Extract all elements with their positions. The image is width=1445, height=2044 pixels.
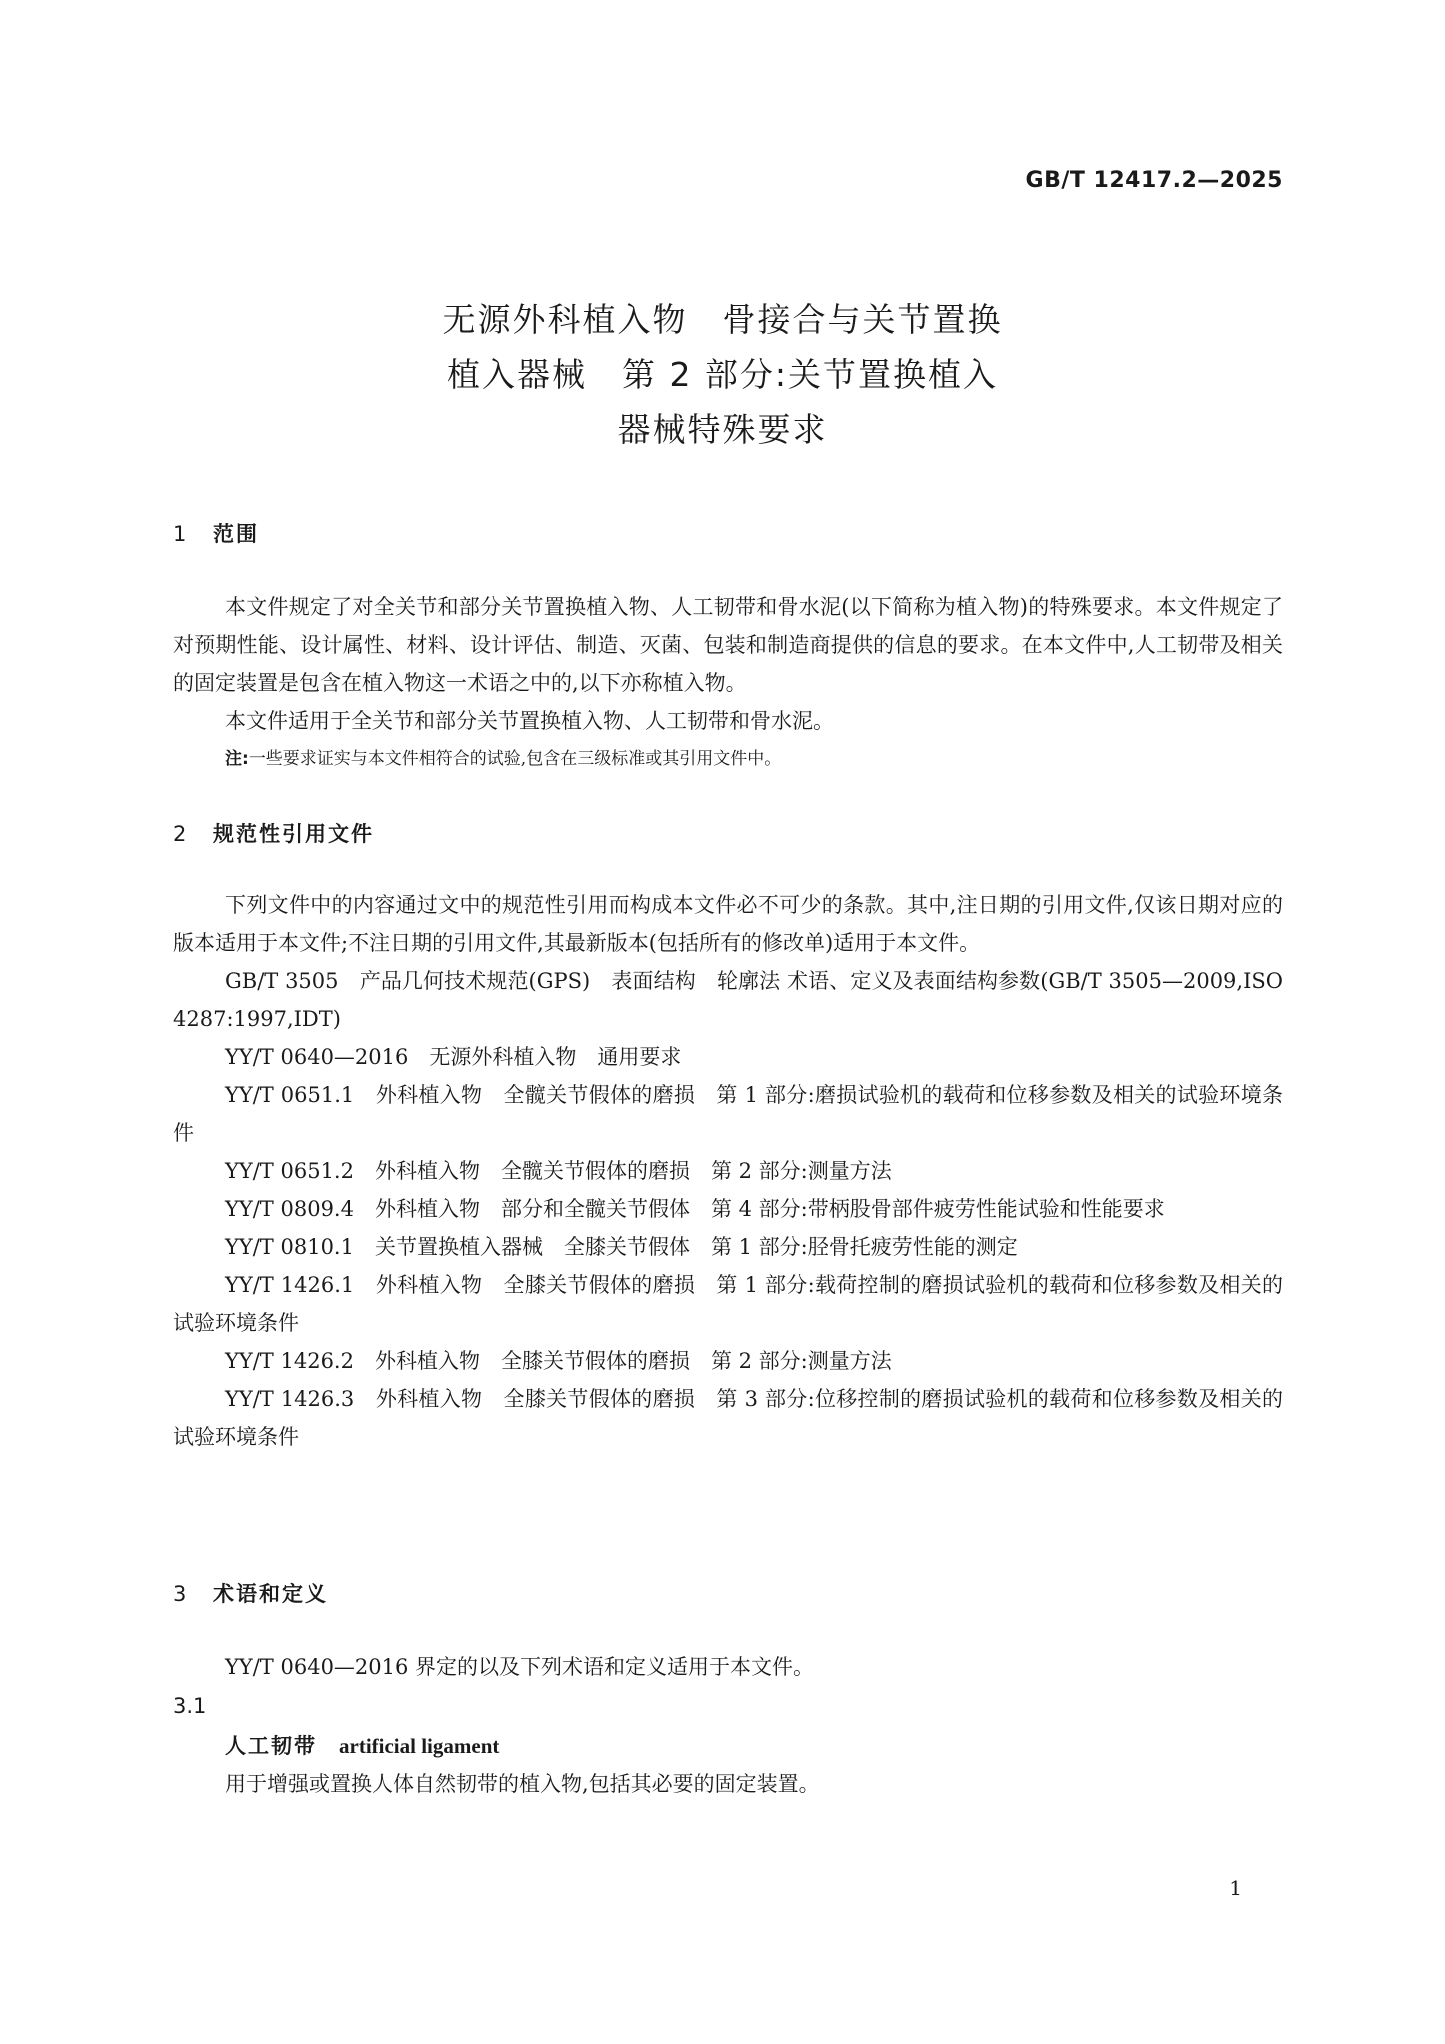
title-line: 植入器械 第 2 部分:关节置换植入 [446, 355, 999, 394]
section-heading-scope [173, 518, 259, 548]
scope-paragraph: 本文件适用于全关节和部分关节置换植入物、人工韧带和骨水泥。 [225, 709, 834, 733]
normative-refs-intro: 下列文件中的内容通过文中的规范性引用而构成本文件必不可少的条款。其中,注日期的引用文件,仅该日期对应的版本适用于本文件;不注日期的引用文件,其最新版本(包括所有的修改单)适用于本文件。 [173, 893, 1283, 955]
section-title: 术语和定义 [213, 1582, 328, 1606]
reference-item: YY/T 1426.2 外科植入物 全膝关节假体的磨损 第 2 部分:测量方法 [225, 1349, 892, 1373]
scope-paragraph: 本文件规定了对全关节和部分关节置换植入物、人工韧带和骨水泥(以下简称为植入物)的特殊要求。本文件规定了对预期性能、设计属性、材料、设计评估、制造、灭菌、包装和制造商提供的信息的要求。在本文件中,人工韧带及相关的固定装置是包含在植入物这一术语之中的,以下亦称植入物。 [173, 595, 1283, 695]
reference-item: YY/T 0651.1 外科植入物 全髋关节假体的磨损 第 1 部分:磨损试验机的载荷和位移参数及相关的试验环境条件 [173, 1083, 1283, 1145]
title-line: 无源外科植入物 骨接合与关节置换 [442, 300, 1003, 339]
reference-item: YY/T 0809.4 外科植入物 部分和全髋关节假体 第 4 部分:带柄股骨部件疲劳性能试验和性能要求 [225, 1197, 1165, 1221]
document-title [0, 292, 1445, 457]
section-number: 3 [173, 1582, 189, 1606]
term-definition: 用于增强或置换人体自然韧带的植入物,包括其必要的固定装置。 [225, 1772, 820, 1796]
scope-body [173, 588, 1283, 740]
term-number: 3.1 [173, 1694, 207, 1718]
standard-code: GB/T 12417.2—2025 [1025, 168, 1283, 193]
section-heading-normative-refs [173, 818, 374, 848]
normative-refs-body [173, 886, 1290, 1456]
section-title: 规范性引用文件 [213, 822, 374, 846]
reference-item: YY/T 0810.1 关节置换植入器械 全膝关节假体 第 1 部分:胫骨托疲劳性能的测定 [225, 1235, 1018, 1259]
section-number: 1 [173, 522, 189, 546]
term-chinese: 人工韧带 [225, 1734, 317, 1758]
reference-item: YY/T 1426.1 外科植入物 全膝关节假体的磨损 第 1 部分:载荷控制的磨损试验机的载荷和位移参数及相关的试验环境条件 [173, 1273, 1283, 1335]
title-line: 器械特殊要求 [617, 410, 828, 449]
section-number: 2 [173, 822, 189, 846]
section-heading-terms [173, 1578, 328, 1608]
scope-note [225, 744, 781, 774]
section-title: 范围 [213, 522, 259, 546]
reference-item: YY/T 0640—2016 无源外科植入物 通用要求 [225, 1045, 682, 1069]
term-entry [225, 1730, 499, 1760]
note-label: 注: [225, 749, 249, 769]
reference-item: YY/T 0651.2 外科植入物 全髋关节假体的磨损 第 2 部分:测量方法 [225, 1159, 892, 1183]
reference-item: GB/T 3505 产品几何技术规范(GPS) 表面结构 轮廓法 术语、定义及表面结构参数(GB/T 3505—2009,ISO 4287:1997,IDT) [173, 969, 1290, 1031]
reference-item: YY/T 1426.3 外科植入物 全膝关节假体的磨损 第 3 部分:位移控制的磨损试验机的载荷和位移参数及相关的试验环境条件 [173, 1387, 1283, 1449]
terms-intro [173, 1648, 1283, 1686]
term-english: artificial ligament [339, 1734, 500, 1758]
page-number: 1 [1229, 1876, 1242, 1900]
terms-intro-text: YY/T 0640—2016 界定的以及下列术语和定义适用于本文件。 [225, 1655, 815, 1679]
note-text: 一些要求证实与本文件相符合的试验,包含在三级标准或其引用文件中。 [248, 749, 782, 769]
